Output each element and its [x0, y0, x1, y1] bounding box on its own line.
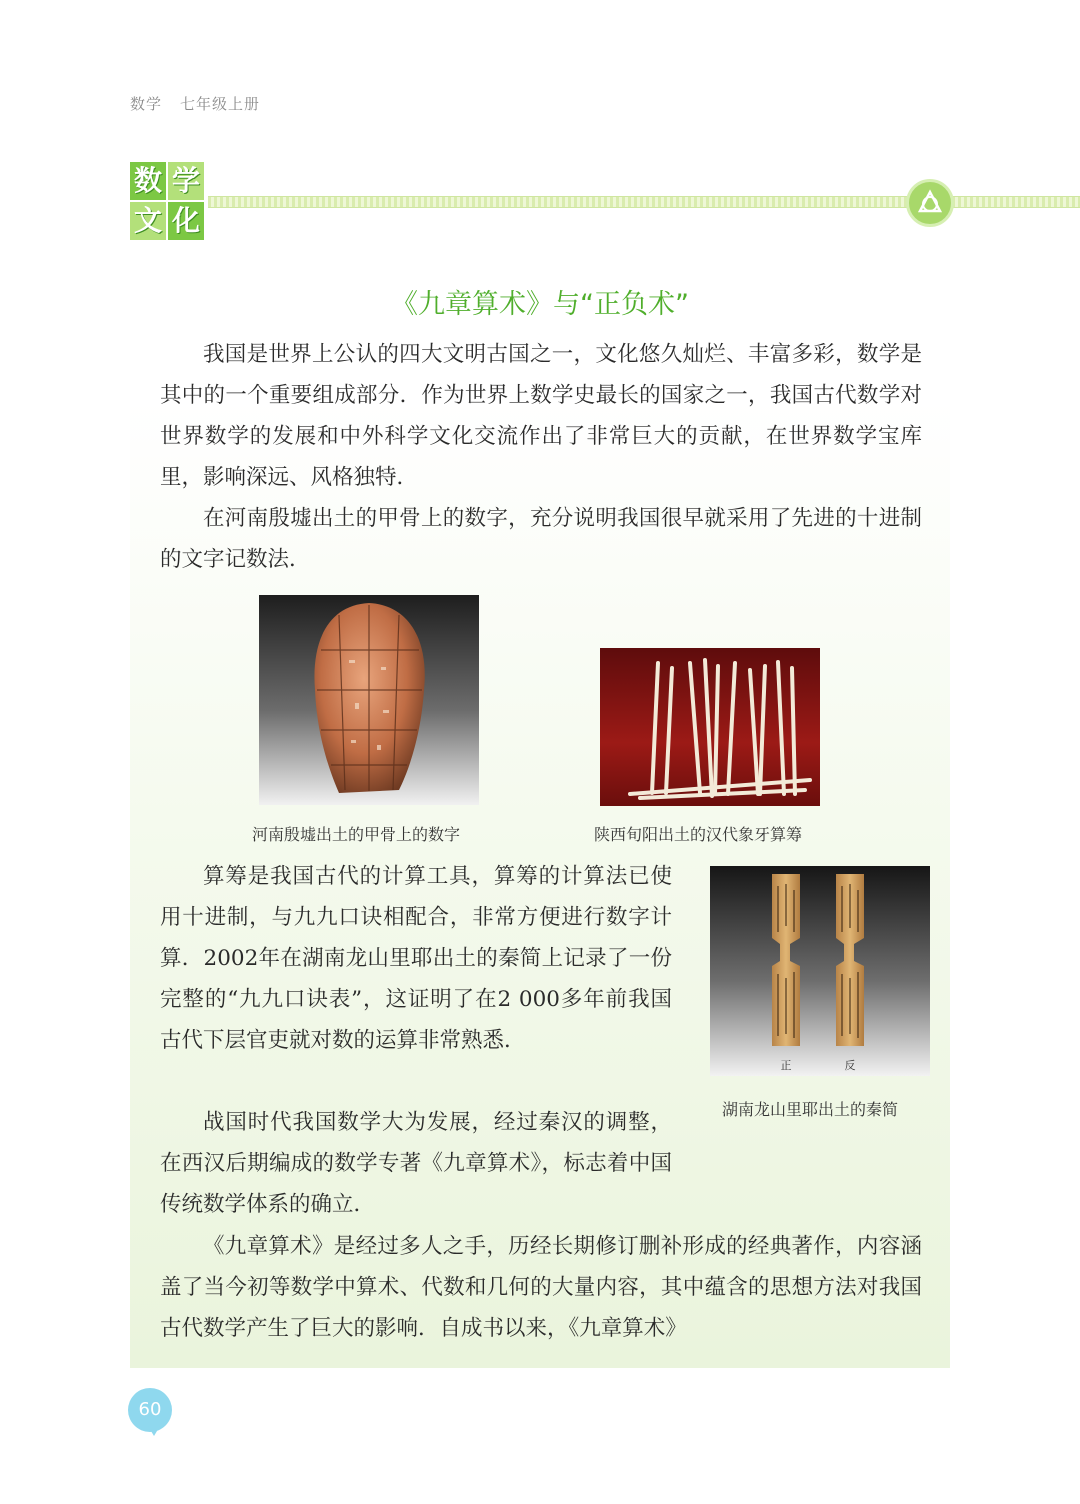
qin-slip-label-back: 反: [844, 1059, 856, 1072]
counting-rods-photo: [600, 648, 820, 806]
counting-rods-caption: 陕西旬阳出土的汉代象牙算筹: [594, 825, 803, 844]
qin-slip-label-front: 正: [780, 1059, 792, 1072]
badge-char: 文: [130, 202, 166, 240]
badge-char: 化: [168, 202, 204, 240]
qin-slips-caption: 湖南龙山里耶出土的秦简: [722, 1100, 899, 1119]
paragraph: 战国时代我国数学大为发展，经过秦汉的调整，在西汉后期编成的数学专著《九章算术》，标志着中国传统数学体系的确立．: [160, 1110, 672, 1217]
qin-slips-photo: [710, 866, 930, 1076]
running-head-subject: 数学: [130, 95, 163, 113]
badge-char: 数: [130, 162, 166, 200]
oracle-bone-caption: 河南殷墟出土的甲骨上的数字: [252, 825, 461, 844]
paragraph: 《九章算术》是经过多人之手，历经长期修订删补形成的经典著作，内容涵盖了当今初等数学中算术、代数和几何的大量内容，其中蕴含的思想方法对我国古代数学产生了巨大的影响．自成书以来，《九章算术》: [160, 1234, 922, 1341]
section-emblem-icon: [906, 179, 954, 227]
paragraph: 我国是世界上公认的四大文明古国之一，文化悠久灿烂、丰富多彩，数学是其中的一个重要组成部分．作为世界上数学史最长的国家之一，我国古代数学对世界数学的发展和中外科学文化交流作出了非常巨大的贡献，在世界数学宝库里，影响深远、风格独特．: [160, 342, 922, 490]
paragraph: 在河南殷墟出土的甲骨上的数字，充分说明我国很早就采用了先进的十进制的文字记数法．: [160, 506, 922, 572]
page-number: 60: [128, 1388, 172, 1432]
article-title: 《九章算术》与“正负术”: [391, 289, 689, 320]
paragraph: 算筹是我国古代的计算工具，算筹的计算法已使用十进制，与九九口诀相配合，非常方便进行数字计算．2002年在湖南龙山里耶出土的秦简上记录了一份完整的“九九口诀表”，这证明了在2 000多年前我国古代下层官吏就对数的运算非常熟悉．: [160, 864, 672, 1053]
running-head-book: 七年级上册: [180, 95, 261, 113]
section-badge: [130, 162, 206, 244]
oracle-bone-photo: [259, 595, 479, 805]
badge-char: 学: [168, 162, 204, 200]
running-head: [130, 93, 260, 114]
